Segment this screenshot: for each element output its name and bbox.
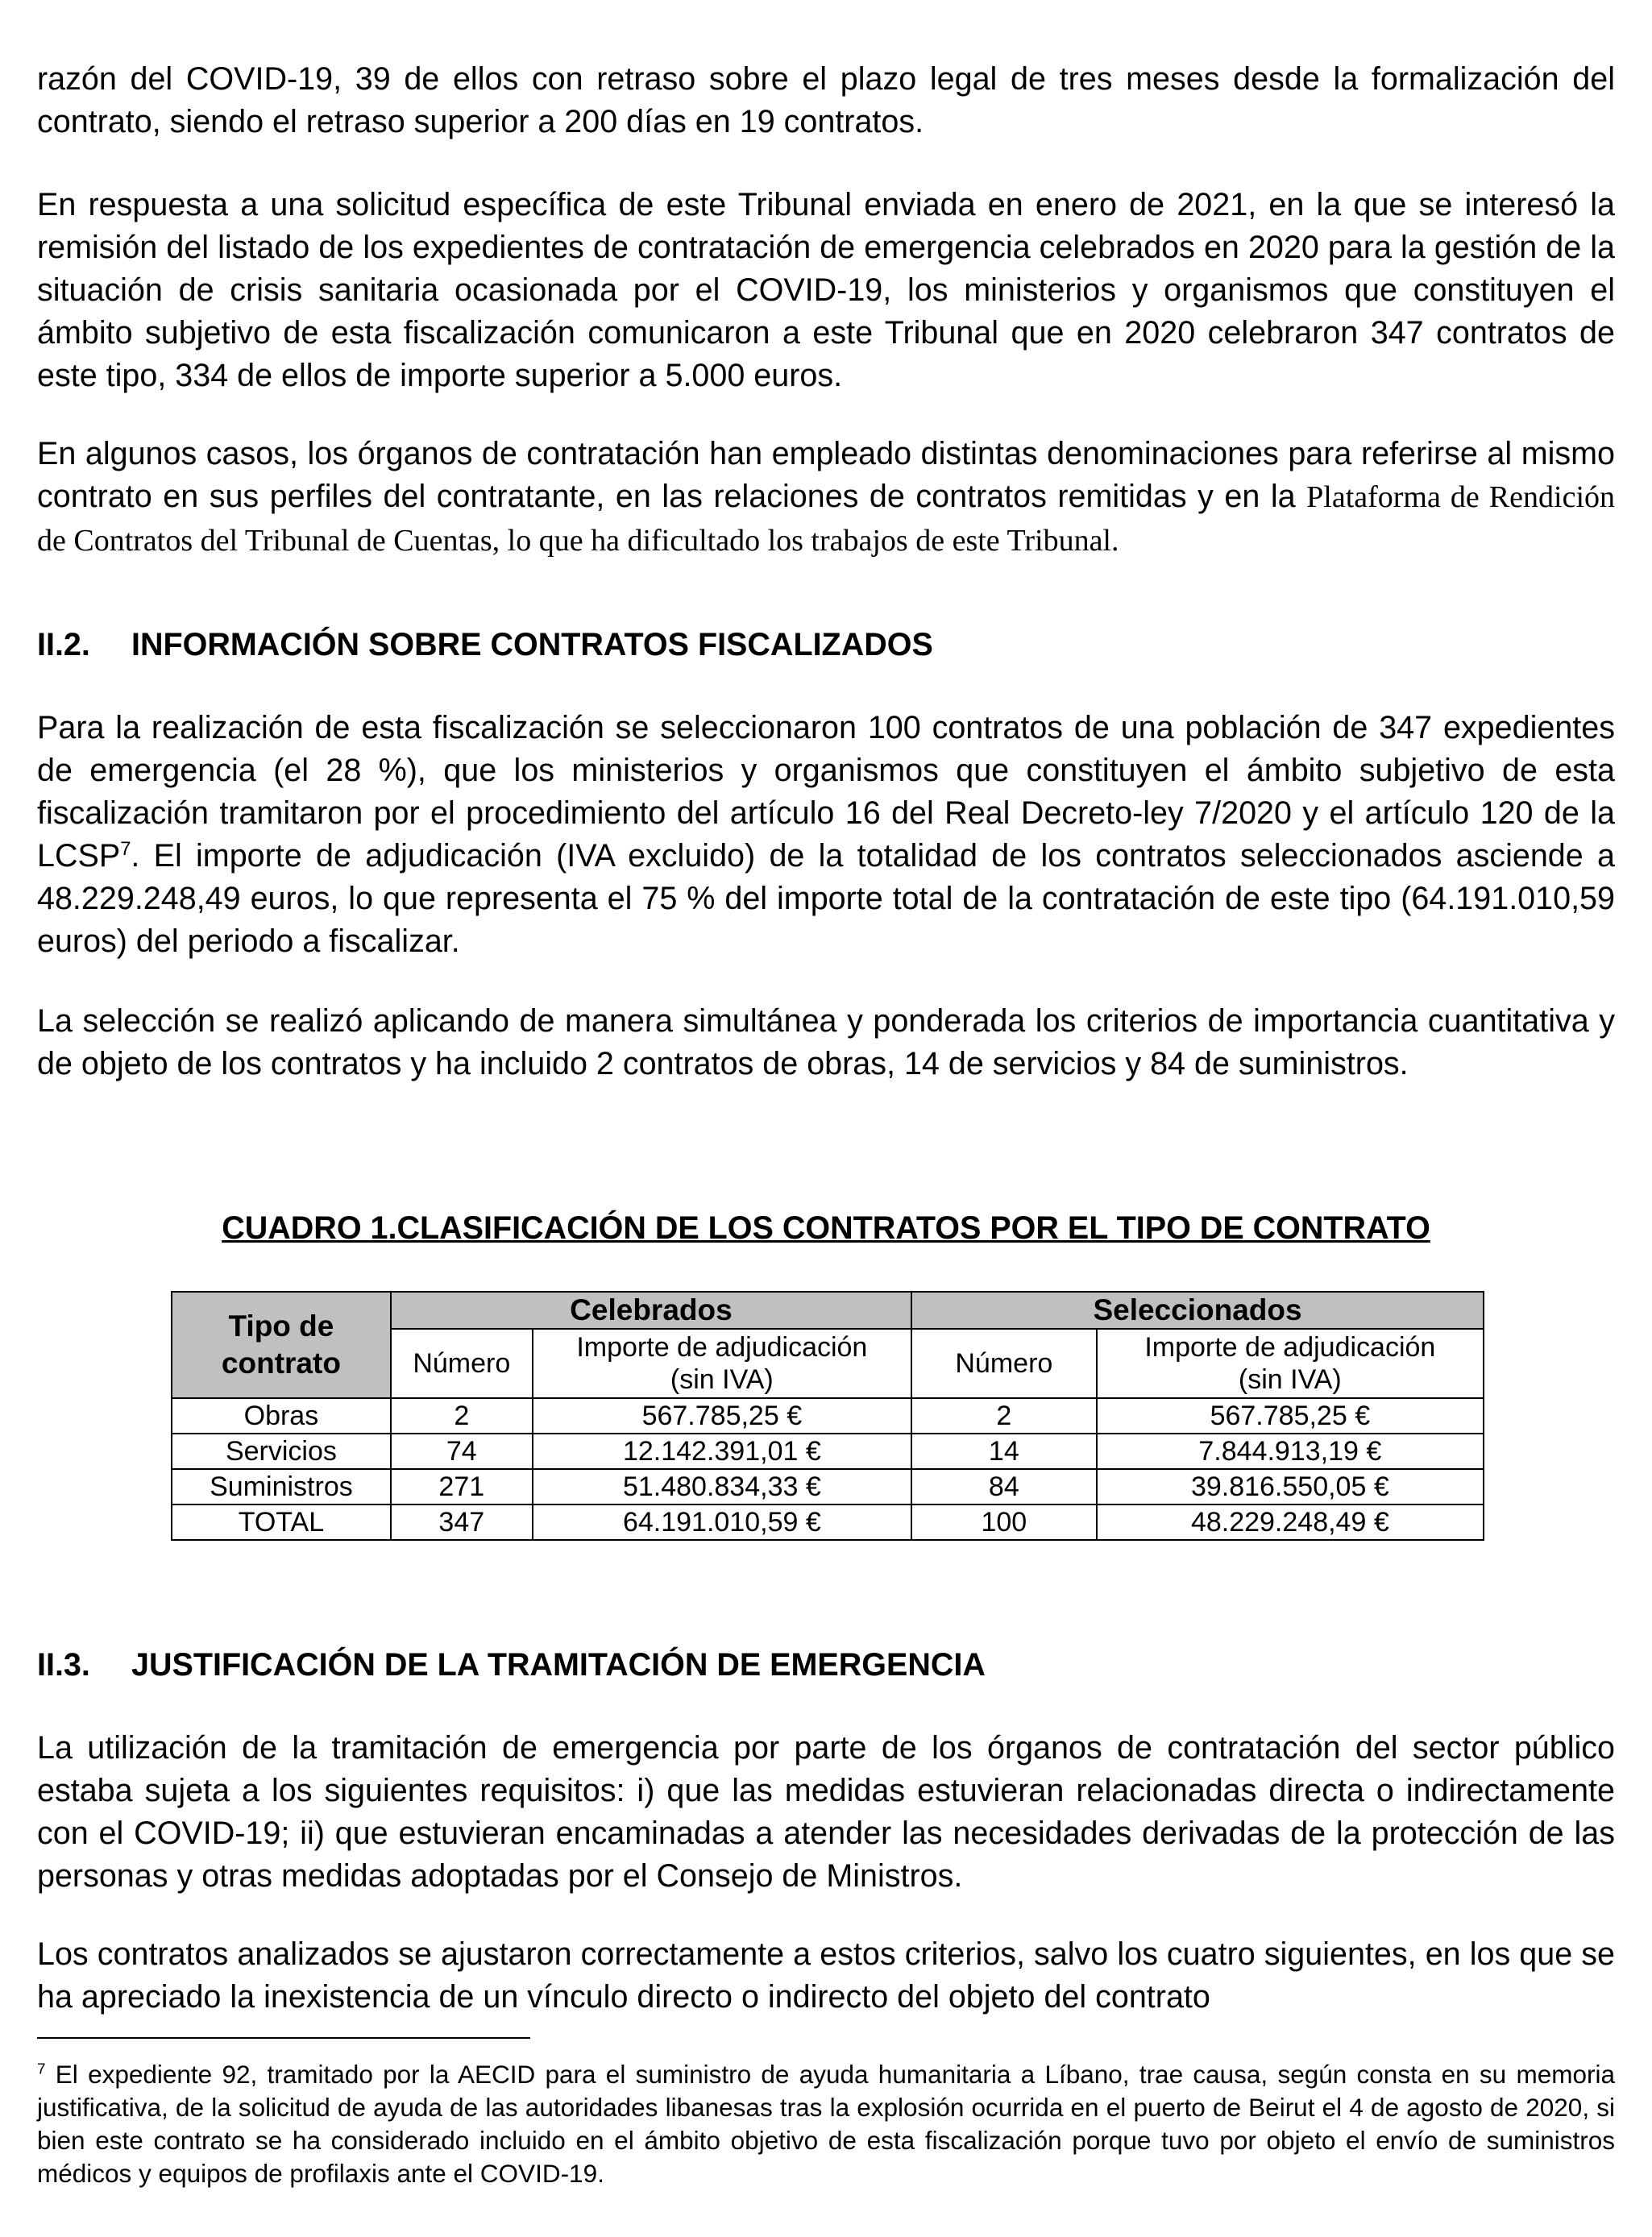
cell-celebrados-importe: 567.785,25 € bbox=[533, 1398, 911, 1434]
cell-tipo: Suministros bbox=[172, 1469, 391, 1504]
cell-celebrados-numero: 74 bbox=[391, 1434, 533, 1469]
cell-seleccionados-importe: 567.785,25 € bbox=[1097, 1398, 1484, 1434]
section-title-ii3: JUSTIFICACIÓN DE LA TRAMITACIÓN DE EMERGENCIA bbox=[131, 1647, 986, 1683]
cell-tipo: TOTAL bbox=[172, 1504, 391, 1540]
paragraph-denominaciones-part1: En algunos casos, los órganos de contratación han empleado distintas denominaciones para referirse al mismo contrato en sus perfiles del contratante, en las relaciones de contratos remitidas y en la bbox=[37, 436, 1615, 514]
document-page bbox=[37, 58, 1615, 1085]
cell-celebrados-numero: 271 bbox=[391, 1469, 533, 1504]
paragraph-denominaciones bbox=[37, 433, 1615, 562]
paragraph-seleccion-part2: . El importe de adjudicación (IVA excluido) de la totalidad de los contratos seleccionados asciende a 48.229.248,49 euros, lo que representa el 75 % del importe total de la contratación de este tipo (64.191.010,59 euros) del periodo a fiscalizar. bbox=[37, 838, 1615, 959]
cell-celebrados-numero: 347 bbox=[391, 1504, 533, 1540]
subheader-importe-celebrados: Importe de adjudicación (sin IVA) bbox=[533, 1329, 911, 1398]
table-row bbox=[172, 1469, 1484, 1504]
header-seleccionados: Seleccionados bbox=[911, 1292, 1484, 1329]
table-row bbox=[172, 1434, 1484, 1469]
subheader-numero-celebrados: Número bbox=[391, 1329, 533, 1398]
footnote bbox=[37, 2058, 1615, 2190]
cell-seleccionados-numero: 14 bbox=[911, 1434, 1097, 1469]
subheader-numero-seleccionados: Número bbox=[911, 1329, 1097, 1398]
paragraph-contratos-analizados: Los contratos analizados se ajustaron correctamente a estos criterios, salvo los cuatro siguientes, en los que se ha apreciado la inexistencia de un vínculo directo o indirecto del objeto del contrato bbox=[37, 1936, 1615, 2015]
paragraph-denominaciones-part2: Plataforma de Rendición de Contratos del Tribunal de Cuentas, lo que ha dificultado los trabajos de este Tribunal. bbox=[37, 480, 1616, 558]
cell-tipo: Obras bbox=[172, 1398, 391, 1434]
table-row bbox=[172, 1398, 1484, 1434]
section-heading-ii2 bbox=[37, 624, 1615, 666]
contracts-table bbox=[171, 1291, 1484, 1541]
cell-celebrados-importe: 51.480.834,33 € bbox=[533, 1469, 911, 1504]
section-number-ii2: II.2. bbox=[37, 627, 90, 662]
subheader-importe-seleccionados: Importe de adjudicación (sin IVA) bbox=[1097, 1329, 1484, 1398]
cell-seleccionados-numero: 84 bbox=[911, 1469, 1097, 1504]
cell-tipo: Servicios bbox=[172, 1434, 391, 1469]
footnote-reference[interactable]: 7 bbox=[120, 838, 131, 860]
cell-seleccionados-importe: 7.844.913,19 € bbox=[1097, 1434, 1484, 1469]
section-number-ii3: II.3. bbox=[37, 1647, 90, 1683]
section-title-ii2: INFORMACIÓN SOBRE CONTRATOS FISCALIZADOS bbox=[131, 627, 933, 662]
cell-seleccionados-numero: 100 bbox=[911, 1504, 1097, 1540]
footnote-text: El expediente 92, tramitado por la AECID para el suministro de ayuda humanitaria a Líbano, trae causa, según consta en su memoria justificativa, de la solicitud de ayuda de las autoridades libanesas tras la explosión ocurrida en el puerto de Beirut el 4 de agosto de 2020, si bien este contrato se ha considerado incluido en el ámbito objetivo de esta fiscalización porque tuvo por objeto el envío de suministros médicos y equipos de profilaxis ante el COVID-19. bbox=[37, 2060, 1615, 2188]
header-tipo-contrato: Tipo de contrato bbox=[172, 1292, 391, 1398]
paragraph-seleccion-part1: Para la realización de esta fiscalización se seleccionaron 100 contratos de una población de 347 expedientes de emergencia (el 28 %), que los ministerios y organismos que constituyen el ámbito subjetivo de esta fiscalización tramitaron por el procedimiento del artículo 16 del Real Decreto-ley 7/2020 y el artículo 120 de la LCSP bbox=[37, 710, 1615, 874]
paragraph-criterios: La selección se realizó aplicando de manera simultánea y ponderada los criterios de importancia cuantitativa y de objeto de los contratos y ha incluido 2 contratos de obras, 14 de servicios y 84 de suministros. bbox=[37, 1003, 1615, 1081]
paragraph-seleccion-contratos bbox=[37, 707, 1615, 963]
footnote-marker: 7 bbox=[37, 2061, 46, 2078]
footnote-separator bbox=[37, 2037, 530, 2039]
section-heading-ii3 bbox=[37, 1644, 1615, 1687]
header-celebrados: Celebrados bbox=[391, 1292, 911, 1329]
cell-seleccionados-importe: 39.816.550,05 € bbox=[1097, 1469, 1484, 1504]
cell-seleccionados-importe: 48.229.248,49 € bbox=[1097, 1504, 1484, 1540]
table-row-total bbox=[172, 1504, 1484, 1540]
table-caption: CUADRO 1.CLASIFICACIÓN DE LOS CONTRATOS POR EL TIPO DE CONTRATO bbox=[222, 1210, 1430, 1246]
cell-celebrados-importe: 64.191.010,59 € bbox=[533, 1504, 911, 1540]
paragraph-requisitos: La utilización de la tramitación de emergencia por parte de los órganos de contratación del sector público estaba sujeta a los siguientes requisitos: i) que las medidas estuvieran relacionadas directa o indirectamente con el COVID-19; ii) que estuvieran encaminadas a atender las necesidades derivadas de la protección de las personas y otras medidas adoptadas por el Consejo de Ministros. bbox=[37, 1730, 1615, 1894]
cell-celebrados-importe: 12.142.391,01 € bbox=[533, 1434, 911, 1469]
cell-seleccionados-numero: 2 bbox=[911, 1398, 1097, 1434]
cell-celebrados-numero: 2 bbox=[391, 1398, 533, 1434]
paragraph-tribunal-request: En respuesta a una solicitud específica de este Tribunal enviada en enero de 2021, en la que se interesó la remisión del listado de los expedientes de contratación de emergencia celebrados en 2020 para la gestión de la situación de crisis sanitaria ocasionada por el COVID-19, los ministerios y organismos que constituyen el ámbito subjetivo de esta fiscalización comunicaron a este Tribunal que en 2020 celebraron 347 contratos de este tipo, 334 de ellos de importe superior a 5.000 euros. bbox=[37, 187, 1615, 393]
section-ii3 bbox=[37, 1644, 1615, 2019]
paragraph-covid-delay: razón del COVID-19, 39 de ellos con retraso sobre el plazo legal de tres meses desde la formalización del contrato, siendo el retraso superior a 200 días en 19 contratos. bbox=[37, 61, 1615, 139]
